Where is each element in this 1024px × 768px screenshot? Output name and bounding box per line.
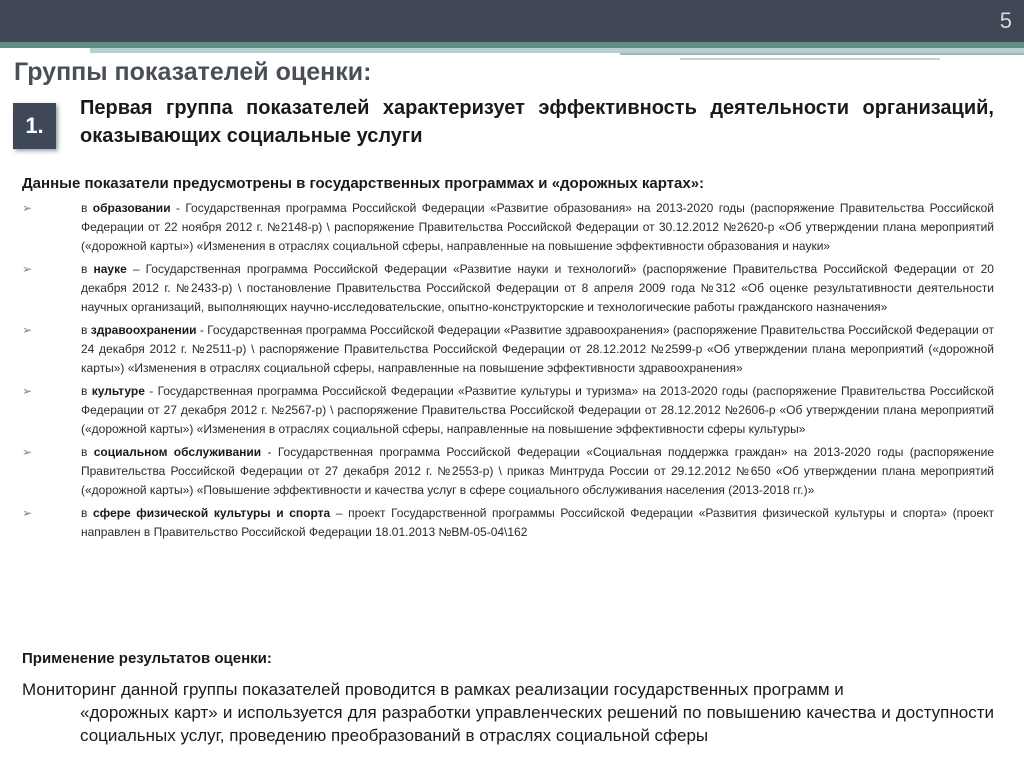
- item-prefix: в: [81, 262, 94, 276]
- header-stripe-thin: [620, 53, 1024, 55]
- arrow-bullet-icon: ➢: [22, 506, 33, 520]
- application-heading: Применение результатов оценки:: [22, 650, 272, 667]
- slide-number: 5: [999, 8, 1012, 33]
- item-area: социальном обслуживании: [93, 445, 262, 459]
- item-text: - Государственная программа Российской Федерации «Развитие культуры и туризма» на 2013-2020 годы (распоряжение Правительства Российской Федерации от 27 декабря 2012 г. №2567-р) \ распоряжение Правительства Российской Федерации от 28.12.2012 №2606-р «Об утверждении плана мероприятий («дорожной карты») «Изменения в отраслях социальной сферы, направленные на повышение эффективности сферы культуры»: [81, 384, 994, 436]
- item-area: сфере физической культуры и спорта: [93, 506, 331, 520]
- arrow-bullet-icon: ➢: [22, 201, 33, 215]
- list-item: [22, 382, 994, 439]
- header-stripe-mini: [680, 58, 940, 60]
- slide-title: Группы показателей оценки:: [14, 58, 372, 86]
- arrow-bullet-icon: ➢: [22, 262, 33, 276]
- item-prefix: в: [81, 201, 93, 215]
- item-text: - Государственная программа Российской Федерации «Социальная поддержка граждан» на 2013-2020 годы (распоряжение Правительства Российской Федерации от 27 декабря 2012 г. №2553-р) \ приказ Минтруда России от 29.12.2012 №650 «Об утверждении плана мероприятий («дорожной карты») «Повышение эффективности и качества услуг в сфере социального обслуживания населения (2013-2018 гг.)»: [81, 445, 994, 497]
- item-prefix: в: [81, 323, 91, 337]
- programs-heading: Данные показатели предусмотрены в государственных программах и «дорожных картах»:: [22, 175, 705, 192]
- item-text: – проект Государственной программы Российской Федерации «Развития физической культуры и спорта» (проект направлен в Правительство Российской Федерации 18.01.2013 №ВМ-05-04\162: [81, 506, 995, 539]
- arrow-bullet-icon: ➢: [22, 384, 33, 398]
- item-prefix: в: [81, 445, 94, 459]
- application-rest: «дорожных карт» и используется для разработки управленческих решений по повышению качества и доступности социальных услуг, проведению преобразований в отраслях социальной сферы: [80, 703, 994, 745]
- application-text: [22, 678, 994, 747]
- programs-list: [22, 199, 994, 546]
- list-item: [22, 199, 994, 256]
- group-number-badge: 1.: [13, 103, 56, 149]
- application-first-line: Мониторинг данной группы показателей проводится в рамках реализации государственных программ и: [22, 680, 844, 699]
- item-area: науке: [93, 262, 127, 276]
- list-item: [22, 260, 994, 317]
- item-area: культуре: [91, 384, 145, 398]
- item-text: – Государственная программа Российской Федерации «Развитие науки и технологий» (распоряжение Правительства Российской Федерации от 20 декабря 2012 г. №2433-р) \ постановление Правительства Российской Федерации от 8 апреля 2009 года №312 «Об оценке результативности деятельности научных организаций, выполняющих научно-исследовательские, опытно-конструкторские и технологические работы гражданского назначения»: [81, 262, 994, 314]
- list-item: [22, 504, 994, 542]
- list-item: [22, 321, 994, 378]
- item-text: - Государственная программа Российской Федерации «Развитие здравоохранения» (распоряжение Правительства Российской Федерации от 24 декабря 2012 г. №2511-р) \ распоряжение Правительства Российской Федерации от 28.12.2012 №2599-р «Об утверждении плана мероприятий («дорожной карты») «Изменения в отраслях социальной сферы, направленные на повышение эффективности здравоохранения»: [81, 323, 994, 375]
- item-text: - Государственная программа Российской Федерации «Развитие образования» на 2013-2020 годы (распоряжение Правительства Российской Федерации от 22 ноября 2012 г. №2148-р) \ распоряжение Правительства Российской Федерации от 30.12.2012 №2620-р «Об утверждении плана мероприятий («дорожной карты») «Изменения в отраслях социальной сферы, направленные на повышение эффективности образования и науки»: [81, 201, 994, 253]
- arrow-bullet-icon: ➢: [22, 323, 33, 337]
- arrow-bullet-icon: ➢: [22, 445, 33, 459]
- group-heading: Первая группа показателей характеризует эффективность деятельности организаций, оказывающих социальные услуги: [80, 97, 994, 147]
- item-area: образовании: [92, 201, 171, 215]
- item-prefix: в: [81, 506, 93, 520]
- item-prefix: в: [81, 384, 92, 398]
- top-bar: [0, 0, 1024, 42]
- item-area: здравоохранении: [90, 323, 197, 337]
- list-item: [22, 443, 994, 500]
